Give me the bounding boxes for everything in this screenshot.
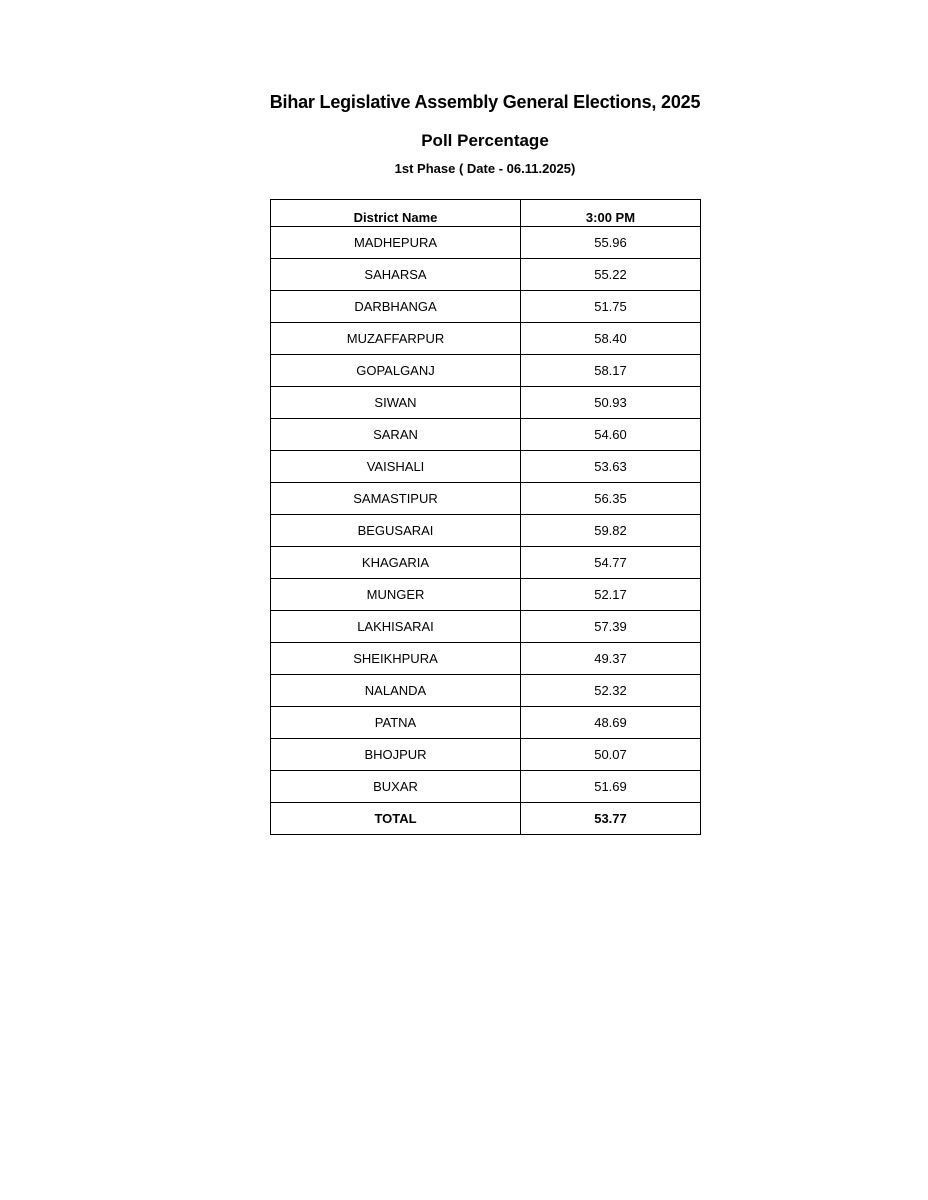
table-row <box>271 643 701 675</box>
district-name-cell: VAISHALI <box>271 451 521 483</box>
district-name-cell: GOPALGANJ <box>271 355 521 387</box>
table-row <box>271 675 701 707</box>
poll-percentage-cell: 52.32 <box>521 675 701 707</box>
table-row <box>271 483 701 515</box>
district-name-cell: BEGUSARAI <box>271 515 521 547</box>
district-name-cell: SIWAN <box>271 387 521 419</box>
district-name-cell: BUXAR <box>271 771 521 803</box>
poll-percentage-cell: 54.77 <box>521 547 701 579</box>
poll-percentage-cell: 48.69 <box>521 707 701 739</box>
table-row <box>271 323 701 355</box>
document-title: Bihar Legislative Assembly General Elections, 2025 <box>269 92 701 112</box>
table-row <box>271 387 701 419</box>
table-row <box>271 579 701 611</box>
district-name-cell: SARAN <box>271 419 521 451</box>
poll-percentage-cell: 51.75 <box>521 291 701 323</box>
total-value: 53.77 <box>521 803 701 835</box>
district-name-cell: MADHEPURA <box>271 227 521 259</box>
total-label: TOTAL <box>271 803 521 835</box>
table-row <box>271 611 701 643</box>
table-row <box>271 227 701 259</box>
column-header-district: District Name <box>271 200 521 227</box>
poll-percentage-cell: 52.17 <box>521 579 701 611</box>
district-name-cell: LAKHISARAI <box>271 611 521 643</box>
poll-percentage-cell: 56.35 <box>521 483 701 515</box>
poll-percentage-cell: 50.07 <box>521 739 701 771</box>
poll-percentage-table <box>270 199 701 835</box>
poll-percentage-cell: 55.96 <box>521 227 701 259</box>
column-header-time: 3:00 PM <box>521 200 701 227</box>
poll-percentage-cell: 59.82 <box>521 515 701 547</box>
table-row <box>271 547 701 579</box>
poll-percentage-cell: 51.69 <box>521 771 701 803</box>
poll-percentage-cell: 53.63 <box>521 451 701 483</box>
table-row <box>271 355 701 387</box>
table-row <box>271 771 701 803</box>
district-name-cell: KHAGARIA <box>271 547 521 579</box>
table-row <box>271 451 701 483</box>
table-row <box>271 515 701 547</box>
district-name-cell: SAHARSA <box>271 259 521 291</box>
district-name-cell: NALANDA <box>271 675 521 707</box>
poll-percentage-cell: 57.39 <box>521 611 701 643</box>
poll-percentage-cell: 49.37 <box>521 643 701 675</box>
total-row <box>271 803 701 835</box>
table-row <box>271 707 701 739</box>
district-name-cell: DARBHANGA <box>271 291 521 323</box>
district-name-cell: BHOJPUR <box>271 739 521 771</box>
table-body <box>271 227 701 803</box>
table-row <box>271 291 701 323</box>
poll-percentage-cell: 58.40 <box>521 323 701 355</box>
district-name-cell: MUNGER <box>271 579 521 611</box>
phase-date-label: 1st Phase ( Date - 06.11.2025) <box>394 161 576 176</box>
district-name-cell: MUZAFFARPUR <box>271 323 521 355</box>
table-row <box>271 739 701 771</box>
district-name-cell: SHEIKHPURA <box>271 643 521 675</box>
poll-percentage-cell: 58.17 <box>521 355 701 387</box>
table-row <box>271 259 701 291</box>
table-header-row <box>271 200 701 227</box>
poll-percentage-cell: 55.22 <box>521 259 701 291</box>
poll-percentage-cell: 54.60 <box>521 419 701 451</box>
table-row <box>271 419 701 451</box>
district-name-cell: SAMASTIPUR <box>271 483 521 515</box>
district-name-cell: PATNA <box>271 707 521 739</box>
poll-percentage-cell: 50.93 <box>521 387 701 419</box>
document-subtitle: Poll Percentage <box>421 131 549 150</box>
